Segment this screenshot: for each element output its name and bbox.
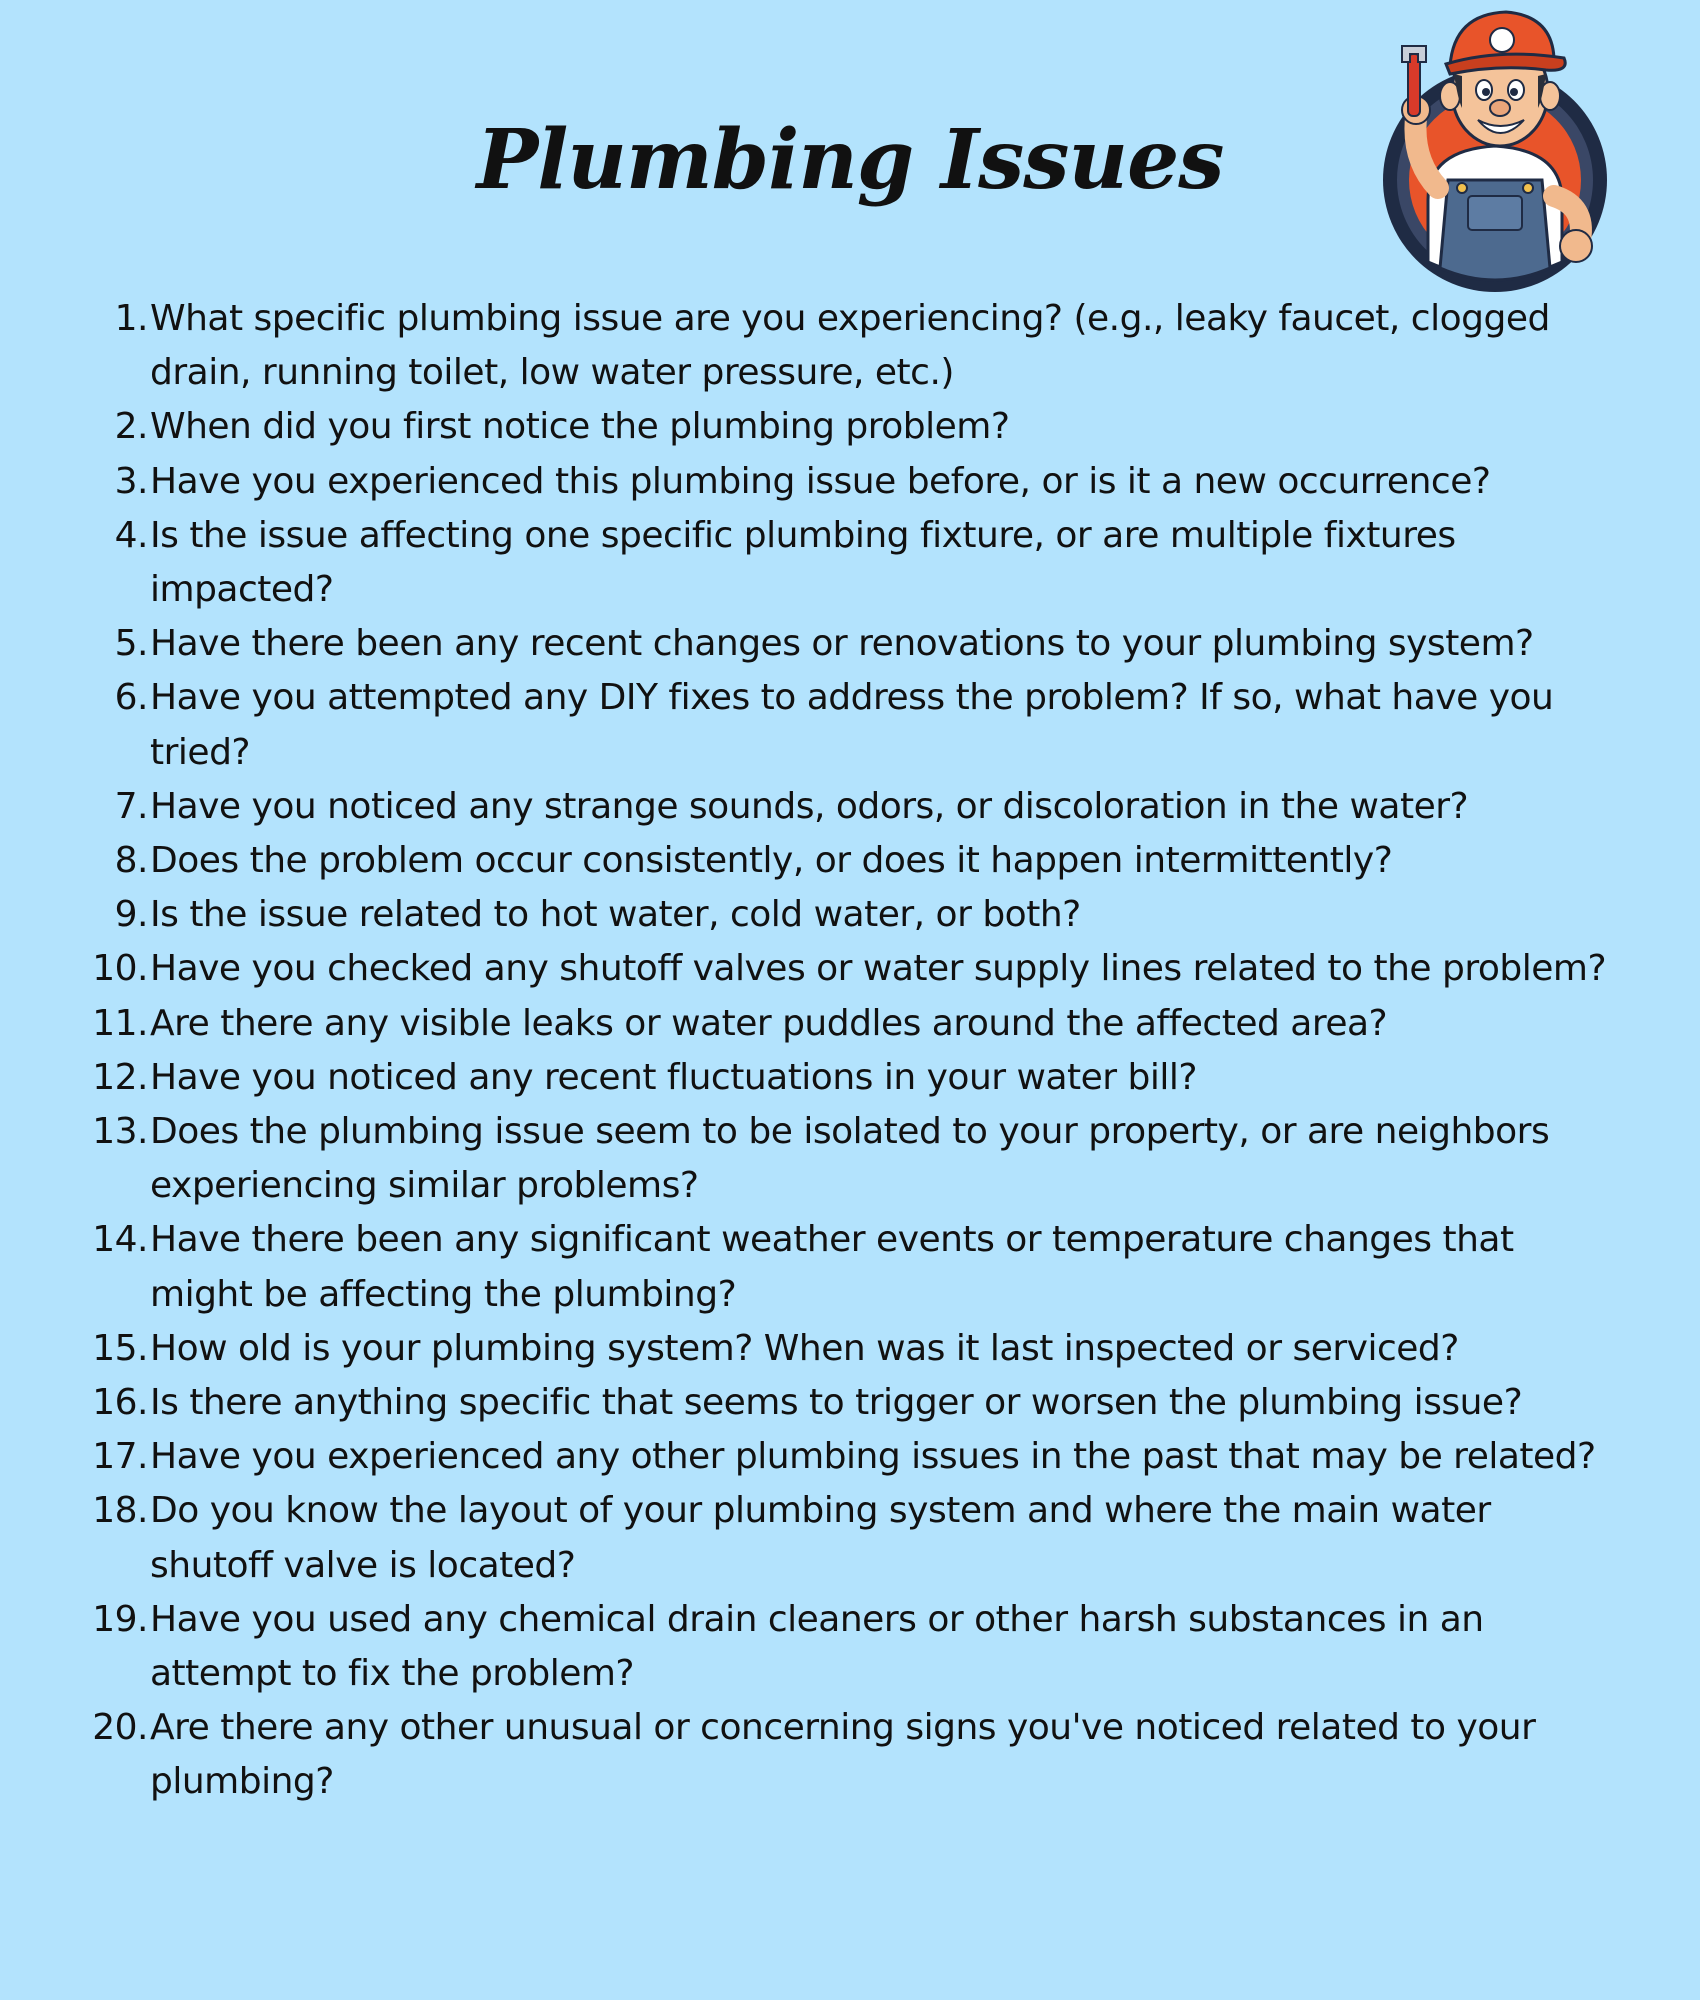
- item-number: 7.: [114, 785, 148, 827]
- item-number: 12.: [92, 1056, 148, 1098]
- list-item: [70, 1213, 1670, 1321]
- list-item: [70, 997, 1670, 1051]
- item-number: 14.: [92, 1219, 148, 1261]
- item-number: 15.: [92, 1327, 148, 1369]
- item-text: Are there any visible leaks or water puddles around the affected area?: [150, 1002, 1388, 1044]
- question-list: [70, 292, 1670, 1810]
- item-number: 1.: [114, 298, 148, 339]
- item-number: 8.: [114, 840, 148, 882]
- list-item: [70, 617, 1670, 671]
- item-number: 20.: [92, 1707, 148, 1749]
- list-item: [70, 671, 1670, 779]
- item-number: 19.: [92, 1598, 148, 1640]
- item-number: 9.: [114, 894, 148, 936]
- list-item: [70, 942, 1670, 996]
- item-number: 17.: [92, 1436, 148, 1478]
- item-number: 2.: [114, 406, 148, 448]
- item-number: 4.: [114, 514, 148, 556]
- item-number: 13.: [92, 1111, 148, 1153]
- item-text: What specific plumbing issue are you experiencing? (e.g., leaky faucet, clogged drain, running toilet, low water pressure, etc.): [150, 298, 1550, 394]
- item-number: 10.: [92, 948, 148, 990]
- item-text: Have you experienced any other plumbing issues in the past that may be related?: [150, 1436, 1596, 1478]
- list-item: [70, 834, 1670, 888]
- item-number: 5.: [114, 623, 148, 665]
- list-item: [70, 1484, 1670, 1592]
- item-text: Are there any other unusual or concerning signs you've noticed related to your plumbing?: [150, 1707, 1536, 1803]
- item-number: 18.: [92, 1490, 148, 1532]
- item-text: When did you first notice the plumbing problem?: [150, 406, 1010, 448]
- item-text: Does the plumbing issue seem to be isolated to your property, or are neighbors experiencing similar problems?: [150, 1111, 1550, 1207]
- item-number: 6.: [114, 677, 148, 719]
- list-item: [70, 1593, 1670, 1701]
- item-text: Is there anything specific that seems to trigger or worsen the plumbing issue?: [150, 1382, 1523, 1424]
- list-item: [70, 1105, 1670, 1213]
- item-text: How old is your plumbing system? When was it last inspected or serviced?: [150, 1327, 1459, 1369]
- list-item: [70, 509, 1670, 617]
- item-text: Have there been any recent changes or renovations to your plumbing system?: [150, 623, 1534, 665]
- list-item: [70, 292, 1670, 400]
- item-text: Have you attempted any DIY fixes to address the problem? If so, what have you tried?: [150, 677, 1554, 773]
- item-text: Have you noticed any recent fluctuations in your water bill?: [150, 1056, 1197, 1098]
- item-text: Is the issue affecting one specific plumbing fixture, or are multiple fixtures impacted?: [150, 514, 1456, 611]
- list-item: [70, 1701, 1670, 1809]
- list-item: [70, 1322, 1670, 1376]
- list-item: [70, 780, 1670, 834]
- item-text: Does the problem occur consistently, or does it happen intermittently?: [150, 840, 1393, 882]
- item-number: 3.: [114, 460, 148, 502]
- item-number: 11.: [92, 1002, 148, 1044]
- item-text: Do you know the layout of your plumbing system and where the main water shutoff valve is located?: [150, 1490, 1491, 1586]
- page-title: Plumbing Issues: [476, 112, 1224, 208]
- list-item: [70, 1376, 1670, 1430]
- list-item: [70, 1430, 1670, 1484]
- plumber-mascot-icon: [1350, 0, 1640, 295]
- item-text: Have you noticed any strange sounds, odors, or discoloration in the water?: [150, 785, 1469, 827]
- item-number: 16.: [92, 1382, 148, 1424]
- item-text: Is the issue related to hot water, cold water, or both?: [150, 894, 1081, 936]
- list-item: [70, 1051, 1670, 1105]
- list-item: [70, 455, 1670, 509]
- item-text: Have you experienced this plumbing issue before, or is it a new occurrence?: [150, 460, 1491, 502]
- item-text: Have there been any significant weather events or temperature changes that might be affecting the plumbing?: [150, 1219, 1514, 1315]
- item-text: Have you used any chemical drain cleaners or other harsh substances in an attempt to fix the problem?: [150, 1598, 1484, 1695]
- item-text: Have you checked any shutoff valves or water supply lines related to the problem?: [150, 948, 1607, 990]
- list-item: [70, 888, 1670, 942]
- list-item: [70, 400, 1670, 454]
